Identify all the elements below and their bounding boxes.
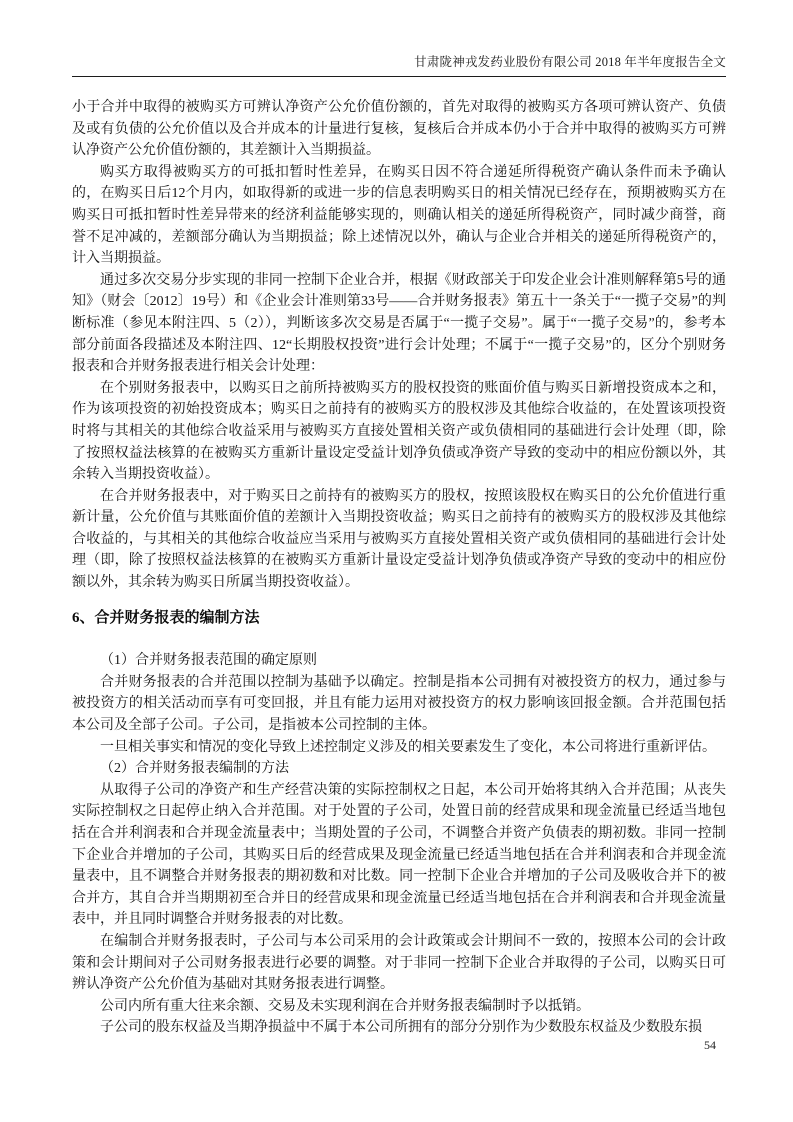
- paragraph: 在合并财务报表中，对于购买日之前持有的被购买方的股权，按照该股权在购买日的公允价值进行重新计量，公允价值与其账面价值的差额计入当期投资收益；购买日之前持有的被购买方的股权涉及其他综合收益的，与其相关的其他综合收益应当采用与被购买方直接处置相关资产或负债相同的基础进行会计处理（即，除了按照权益法核算的在被购买方重新计量设定受益计划净负债或净资产导致的变动中的相应份额以外，其余转为购买日所属当期投资收益）。: [72, 488, 726, 591]
- paragraph: 从取得子公司的净资产和生产经营决策的实际控制权之日起，本公司开始将其纳入合并范围；从丧失实际控制权之日起停止纳入合并范围。对于处置的子公司，处置日前的经营成果和现金流量已经适当地包括在合并利润表和合并现金流量表中；当期处置的子公司，不调整合并资产负债表的期初数。非同一控制下企业合并增加的子公司，其购买日后的经营成果及现金流量已经适当地包括在合并利润表和合并现金流量表中，且不调整合并财务报表的期初数和对比数。同一控制下企业合并增加的子公司及吸收合并下的被合并方，其自合并当期期初至合并日的经营成果和现金流量已经适当地包括在合并利润表和合并现金流量表中，并且同时调整合并财务报表的对比数。: [72, 782, 726, 928]
- paragraph: 子公司的股东权益及当期净损益中不属于本公司所拥有的部分分别作为少数股东权益及少数股东损: [100, 1020, 702, 1036]
- paragraph: 小于合并中取得的被购买方可辨认净资产公允价值份额的，首先对取得的被购买方各项可辨认资产、负债及或有负债的公允价值以及合并成本的计量进行复核，复核后合并成本仍小于合并中取得的被购买方可辨认净资产公允价值份额的，其差额计入当期损益。: [72, 100, 726, 159]
- page-number: 54: [704, 1038, 716, 1052]
- document-body: [72, 97, 726, 1039]
- section-heading: 6、合并财务报表的编制方法: [72, 609, 260, 626]
- page-header: [72, 0, 726, 77]
- paragraph: 合并财务报表的合并范围以控制为基础予以确定。控制是指本公司拥有对被投资方的权力，通过参与被投资方的相关活动而享有可变回报，并且有能力运用对被投资方的权力影响该回报金额。合并范围包括本公司及全部子公司。子公司，是指被本公司控制的主体。: [72, 674, 726, 734]
- subsection-title: （1）合并财务报表范围的确定原则: [100, 653, 317, 669]
- report-header-title: 甘肃陇神戎发药业股份有限公司 2018 年半年度报告全文: [414, 55, 726, 69]
- paragraph: 一旦相关事实和情况的变化导致上述控制定义涉及的相关要素发生了变化，本公司将进行重新评估。: [100, 739, 716, 755]
- paragraph: 在编制合并财务报表时，子公司与本公司采用的会计政策或会计期间不一致的，按照本公司的会计政策和会计期间对子公司财务报表进行必要的调整。对于非同一控制下企业合并取得的子公司，以购买日可辨认净资产公允价值为基础对其财务报表进行调整。: [72, 933, 726, 993]
- paragraph: 公司内所有重大往来余额、交易及未实现利润在合并财务报表编制时予以抵销。: [100, 998, 590, 1014]
- subsection-title: （2）合并财务报表编制的方法: [100, 761, 289, 777]
- paragraph: 在个别财务报表中，以购买日之前所持被购买方的股权投资的账面价值与购买日新增投资成本之和，作为该项投资的初始投资成本；购买日之前持有的被购买方的股权涉及其他综合收益的，在处置该项投资时将与其相关的其他综合收益采用与被购买方直接处置相关资产或负债相同的基础进行会计处理（即，除了按照权益法核算的在被购买方重新计量设定受益计划净负债或净资产导致的变动中的相应份额以外，其余转入当期投资收益）。: [72, 380, 726, 483]
- paragraph: 购买方取得被购买方的可抵扣暂时性差异，在购买日因不符合递延所得税资产确认条件而未予确认的，在购买日后12个月内，如取得新的或进一步的信息表明购买日的相关情况已经存在，预期被购买方在购买日可抵扣暂时性差异带来的经济利益能够实现的，则确认相关的递延所得税资产，同时减少商誉，商誉不足冲减的，差额部分确认为当期损益；除上述情况以外，确认与企业合并相关的递延所得税资产的，计入当期损益。: [72, 164, 726, 267]
- paragraph: 通过多次交易分步实现的非同一控制下企业合并，根据《财政部关于印发企业会计准则解释第5号的通知》（财会〔2012〕19号）和《企业会计准则第33号——合并财务报表》第五十一条关于“一揽子交易”的判断标准（参见本附注四、5（2）），判断该多次交易是否属于“一揽子交易”。属于“一揽子交易”的，参考本部分前面各段描述及本附注四、12“长期股权投资”进行会计处理；不属于“一揽子交易”的，区分个别财务报表和合并财务报表进行相关会计处理：: [72, 272, 726, 375]
